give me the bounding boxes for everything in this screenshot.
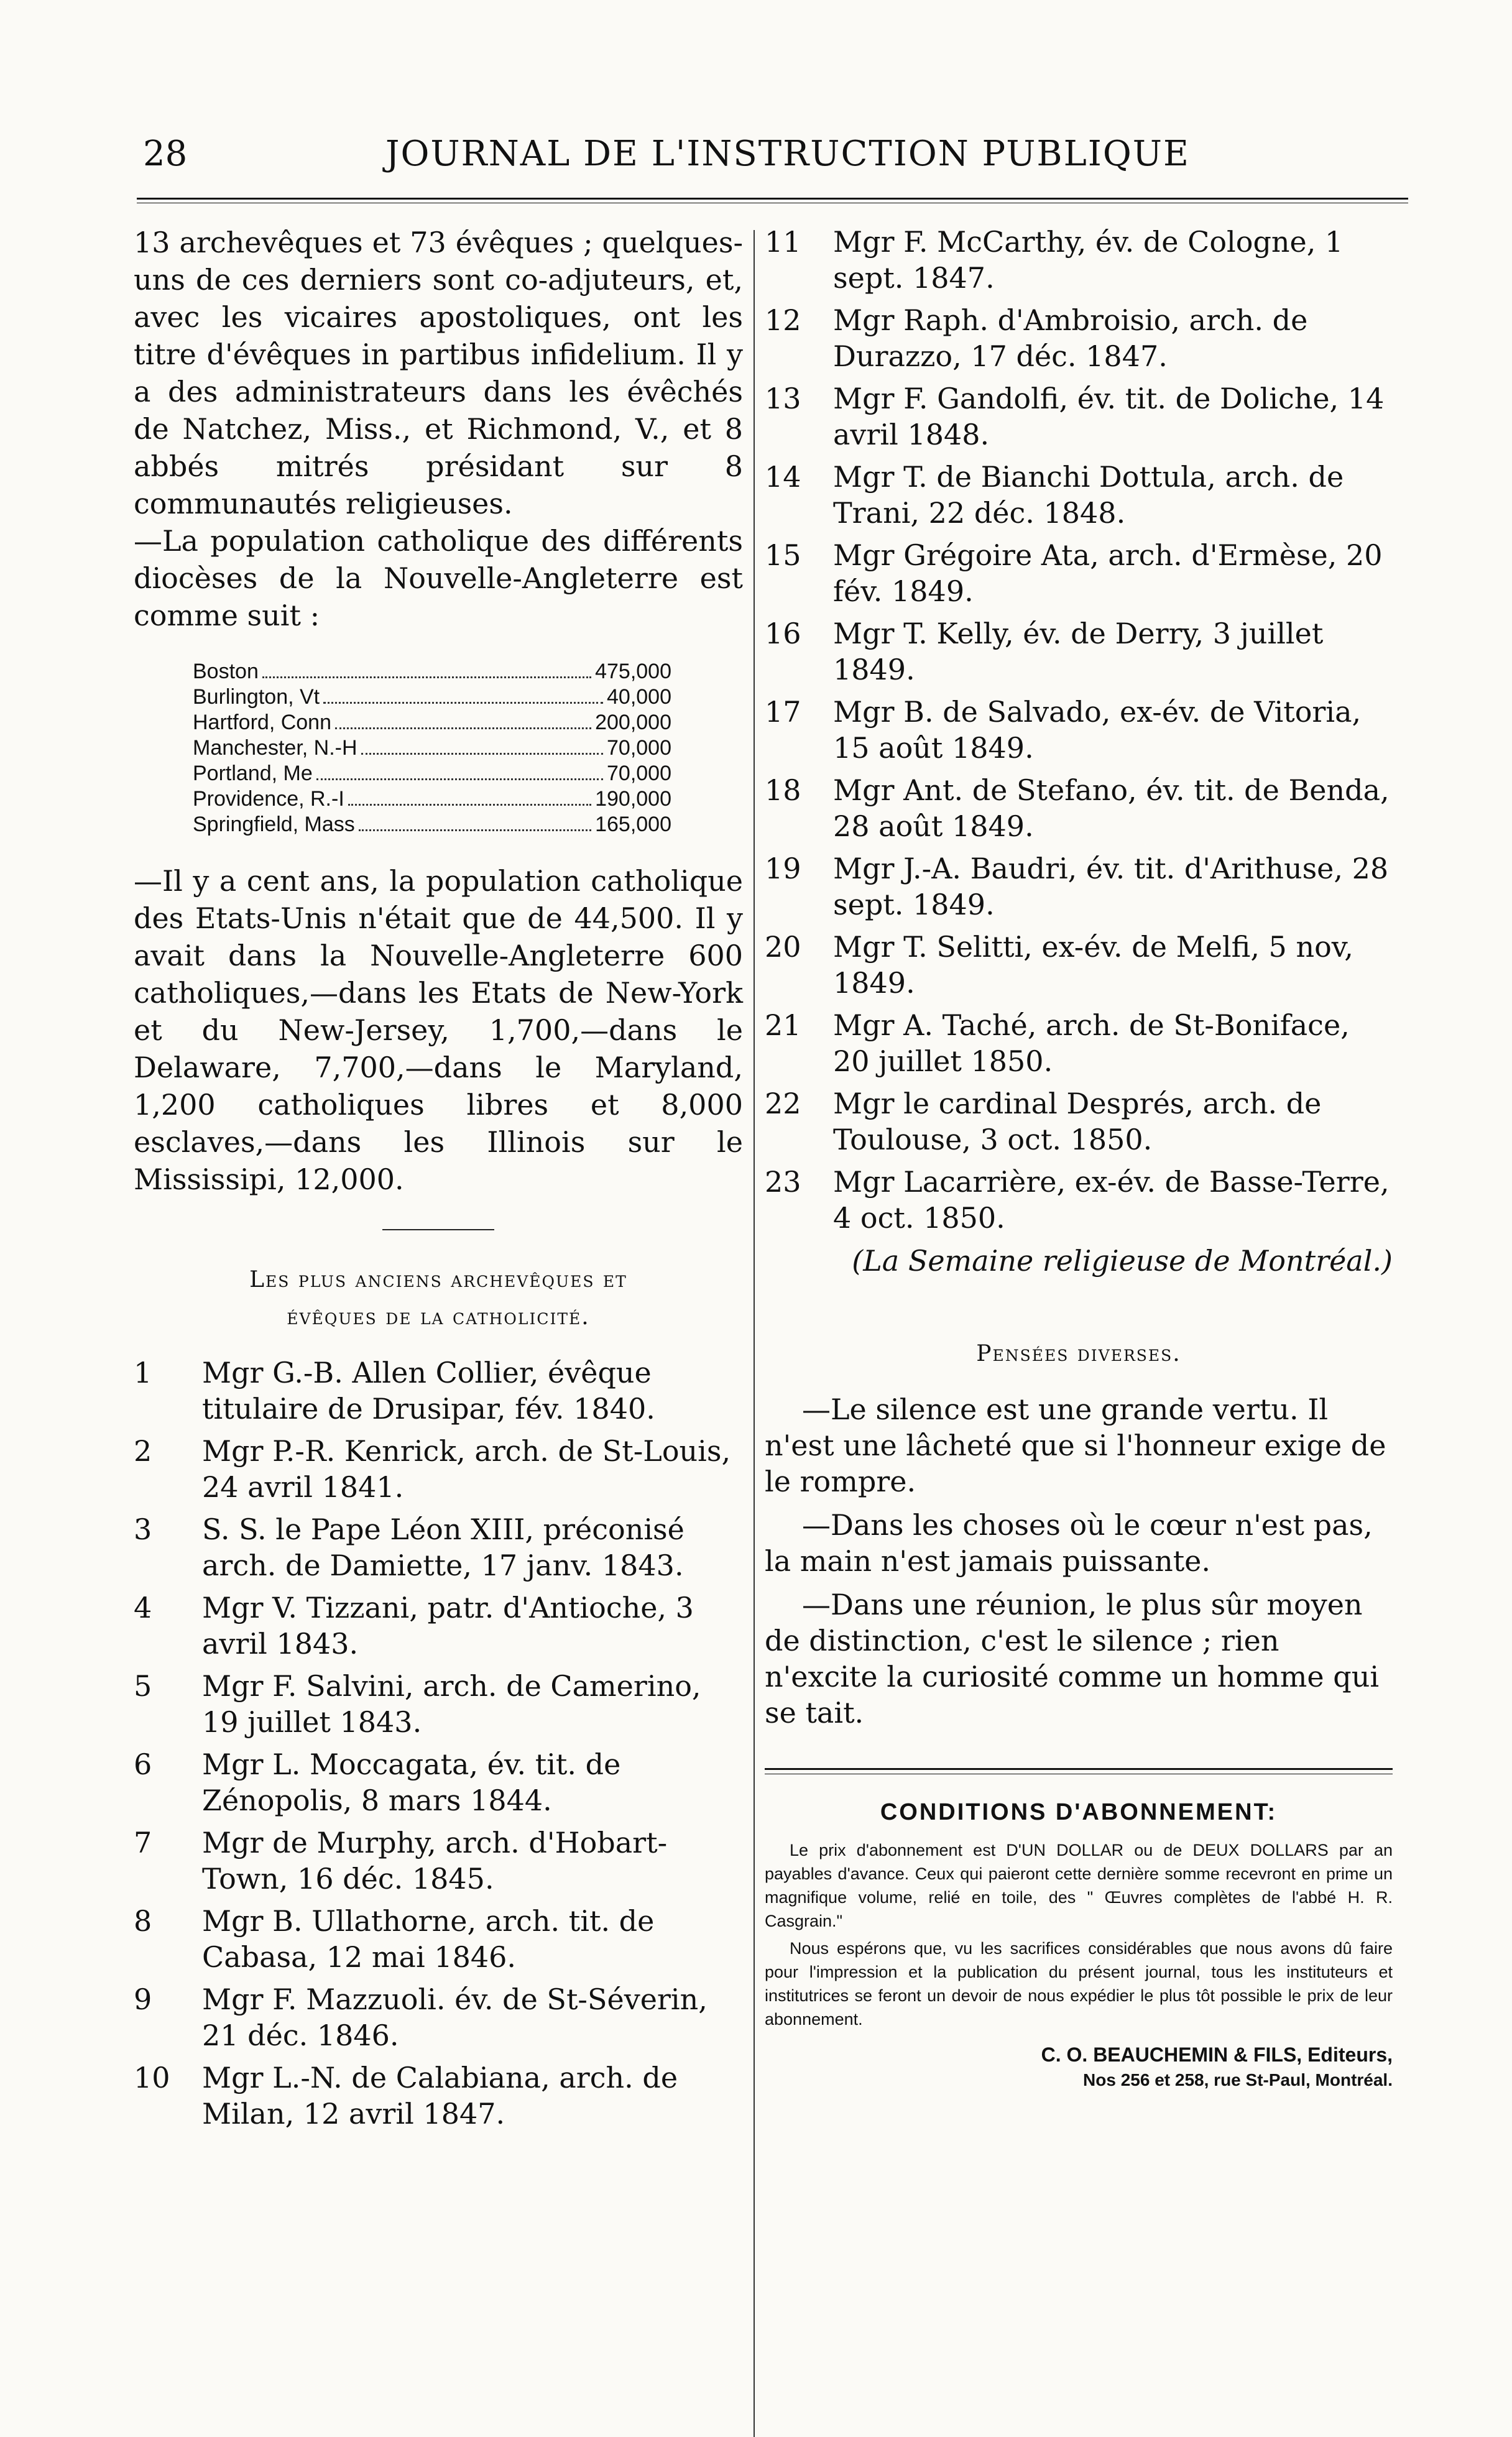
table-row [193,761,671,786]
item-number: 11 [765,225,801,259]
list-item [765,929,1393,1001]
publisher-address: Nos 256 et 258, rue St-Paul, Montréal. [1083,2070,1393,2089]
item-text: Mgr P.-R. Kenrick, arch. de St-Louis, 24 avril 1841. [202,1434,731,1504]
list-item [765,772,1393,844]
list-item [765,1007,1393,1079]
list-item [765,850,1393,923]
item-text: Mgr le cardinal Després, arch. de Toulouse, 3 oct. 1850. [833,1087,1322,1156]
item-number: 7 [134,1826,152,1859]
left-column [134,224,743,2138]
item-text: Mgr F. Mazzuoli. év. de St-Séverin, 21 déc. 1846. [202,1983,708,2052]
item-number: 14 [765,460,801,494]
item-text: Mgr L.-N. de Calabiana, arch. de Milan, 12 avril 1847. [202,2061,678,2131]
diocese-population: 190,000 [595,787,671,811]
leader-dots [359,812,591,831]
item-text: Mgr V. Tizzani, patr. d'Antioche, 3 avril 1843. [202,1591,694,1661]
list-item [765,459,1393,531]
item-number: 19 [765,852,801,885]
item-number: 20 [765,930,801,964]
page-number: 28 [143,134,188,174]
leader-dots [262,659,591,678]
history-paragraph: —Il y a cent ans, la population catholique des Etats-Unis n'était que de 44,500. Il y avait dans la Nouvelle-Angleterre 600 catholiques,—dans les Etats de New-York et du New-Jersey, 1,700,—dans le Delaware, 7,700,—dans le Maryland, 1,200 catholiques libres et 8,000 esclaves,—dans les Illinois sur le Mississipi, 12,000. [134,864,743,1196]
list-item [134,1590,743,1662]
section-double-rule [765,1768,1393,1774]
list-item [134,1433,743,1505]
item-number: 8 [134,1904,152,1938]
item-text: Mgr T. Kelly, év. de Derry, 3 juillet 1849. [833,617,1324,686]
table-row [193,812,671,837]
diocese-population: 475,000 [595,660,671,683]
leader-dots [348,786,591,806]
item-text: Mgr B. Ullathorne, arch. tit. de Cabasa, 12 mai 1846. [202,1904,655,1974]
table-row [193,684,671,710]
item-text: Mgr A. Taché, arch. de St-Boniface, 20 juillet 1850. [833,1008,1350,1078]
item-number: 15 [765,538,801,572]
table-row [193,786,671,812]
diocese-population: 40,000 [607,685,671,709]
bishops-list-left [134,1355,743,2132]
population-intro: —La population catholique des différents diocèses de la Nouvelle-Angleterre est comme suit : [134,524,743,632]
thought-paragraph: —Dans les choses où le cœur n'est pas, la main n'est jamais puissante. [765,1508,1373,1578]
list-item [765,615,1393,688]
list-item [134,1981,743,2053]
section-title-line: évêques de la catholicité. [287,1304,590,1330]
header-rule [137,198,1408,203]
item-number: 10 [134,2061,170,2094]
journal-title: JOURNAL DE L'INSTRUCTION PUBLIQUE [385,134,1190,174]
table-row [193,735,671,761]
list-item [134,2060,743,2132]
section-divider [382,1229,494,1230]
list-item [134,1511,743,1583]
thought-paragraph: —Dans une réunion, le plus sûr moyen de distinction, c'est le silence ; rien n'excite la curiosité comme un homme qui se tait. [765,1588,1380,1730]
diocese-population: 70,000 [607,736,671,760]
diocese-population-table [193,659,671,837]
list-item [134,1355,743,1427]
item-text: Mgr de Murphy, arch. d'Hobart-Town, 16 déc. 1845. [202,1826,668,1896]
table-row [193,659,671,684]
list-item [765,302,1393,374]
section-title [134,1261,743,1336]
item-number: 23 [765,1165,801,1199]
list-item [765,694,1393,766]
list-item [765,1085,1393,1158]
list-item [134,1746,743,1818]
thoughts-title: Pensées diverses. [976,1341,1181,1366]
item-number: 6 [134,1748,152,1781]
list-item [765,1164,1393,1236]
item-number: 17 [765,695,801,729]
source-credit: (La Semaine religieuse de Montréal.) [852,1244,1393,1278]
item-number: 21 [765,1008,801,1042]
item-number: 12 [765,303,801,337]
conditions-title: CONDITIONS D'ABONNEMENT: [880,1799,1278,1825]
section-title-line: Les plus anciens archevêques et [249,1267,627,1292]
right-column [765,224,1393,2090]
list-item [765,224,1393,296]
item-text: Mgr F. Salvini, arch. de Camerino, 19 juillet 1843. [202,1669,701,1739]
item-text: S. S. le Pape Léon XIII, préconisé arch. de Damiette, 17 janv. 1843. [202,1513,685,1582]
item-number: 22 [765,1087,801,1120]
item-number: 3 [134,1513,152,1546]
item-number: 16 [765,617,801,650]
list-item [134,1825,743,1897]
column-divider [754,230,755,2437]
item-number: 13 [765,382,801,415]
diocese-name: Portland, Me [193,762,313,785]
item-text: Mgr J.-A. Baudri, év. tit. d'Arithuse, 28 sept. 1849. [833,852,1389,921]
leader-dots [316,761,603,780]
diocese-population: 70,000 [607,762,671,785]
leader-dots [335,710,591,729]
item-text: Mgr Ant. de Stefano, év. tit. de Benda, 28 août 1849. [833,773,1390,843]
conditions-paragraph: Nous espérons que, vu les sacrifices considérables que nous avons dû faire pour l'impression et la publication du présent journal, tous les instituteurs et institutrices se feront un devoir de nous expédier le plus tôt possible le prix de leur abonnement. [765,1939,1393,2029]
diocese-name: Providence, R.-I [193,787,344,811]
item-text: Mgr F. McCarthy, év. de Cologne, 1 sept. 1847. [833,225,1344,295]
item-number: 2 [134,1434,152,1468]
conditions-paragraph: Le prix d'abonnement est D'UN DOLLAR ou de DEUX DOLLARS par an payables d'avance. Ceux qui paieront cette dernière somme recevront en prime un magnifique volume, relié en toile, des " Œuvres complètes de l'abbé H. R. Casgrain." [765,1841,1393,1930]
bishops-list-right [765,224,1393,1236]
list-item [765,537,1393,609]
table-row [193,710,671,735]
item-number: 18 [765,773,801,807]
item-text: Mgr G.-B. Allen Collier, évêque titulaire de Drusipar, fév. 1840. [202,1356,655,1426]
diocese-name: Springfield, Mass [193,813,355,836]
list-item [134,1668,743,1740]
item-text: Mgr Grégoire Ata, arch. d'Ermèse, 20 fév. 1849. [833,538,1383,608]
item-number: 4 [134,1591,152,1624]
item-text: Mgr T. de Bianchi Dottula, arch. de Trani, 22 déc. 1848. [833,460,1344,530]
page-header [0,134,1512,183]
item-text: Mgr Raph. d'Ambroisio, arch. de Durazzo, 17 déc. 1847. [833,303,1308,373]
diocese-population: 165,000 [595,813,671,836]
item-text: Mgr Lacarrière, ex-év. de Basse-Terre, 4 oct. 1850. [833,1165,1390,1235]
item-text: Mgr B. de Salvado, ex-év. de Vitoria, 15 août 1849. [833,695,1362,765]
intro-paragraph: 13 archevêques et 73 évêques ; quelques-uns de ces derniers sont co-adjuteurs, et, avec les vicaires apostoliques, ont les titre d'évêques in partibus infidelium. Il y a des administrateurs dans les évêchés de Natchez, Miss., et Richmond, V., et 8 abbés mitrés présidant sur 8 communautés religieuses. [134,226,743,520]
item-text: Mgr L. Moccagata, év. tit. de Zénopolis, 8 mars 1844. [202,1748,621,1817]
leader-dots [361,735,603,755]
diocese-name: Boston [193,660,259,683]
diocese-name: Burlington, Vt [193,685,320,709]
item-number: 5 [134,1669,152,1703]
diocese-name: Manchester, N.-H [193,736,357,760]
list-item [134,1903,743,1975]
item-text: Mgr T. Selitti, ex-év. de Melfi, 5 nov, 1849. [833,930,1353,1000]
leader-dots [323,684,603,704]
publisher-name: C. O. BEAUCHEMIN & FILS, Editeurs, [1041,2043,1393,2066]
item-number: 1 [134,1356,152,1389]
diocese-population: 200,000 [595,711,671,734]
item-text: Mgr F. Gandolfi, év. tit. de Doliche, 14 avril 1848. [833,382,1385,451]
list-item [765,380,1393,453]
item-number: 9 [134,1983,152,2016]
thought-paragraph: —Le silence est une grande vertu. Il n'est une lâcheté que si l'honneur exige de le rompre. [765,1393,1386,1498]
diocese-name: Hartford, Conn [193,711,331,734]
